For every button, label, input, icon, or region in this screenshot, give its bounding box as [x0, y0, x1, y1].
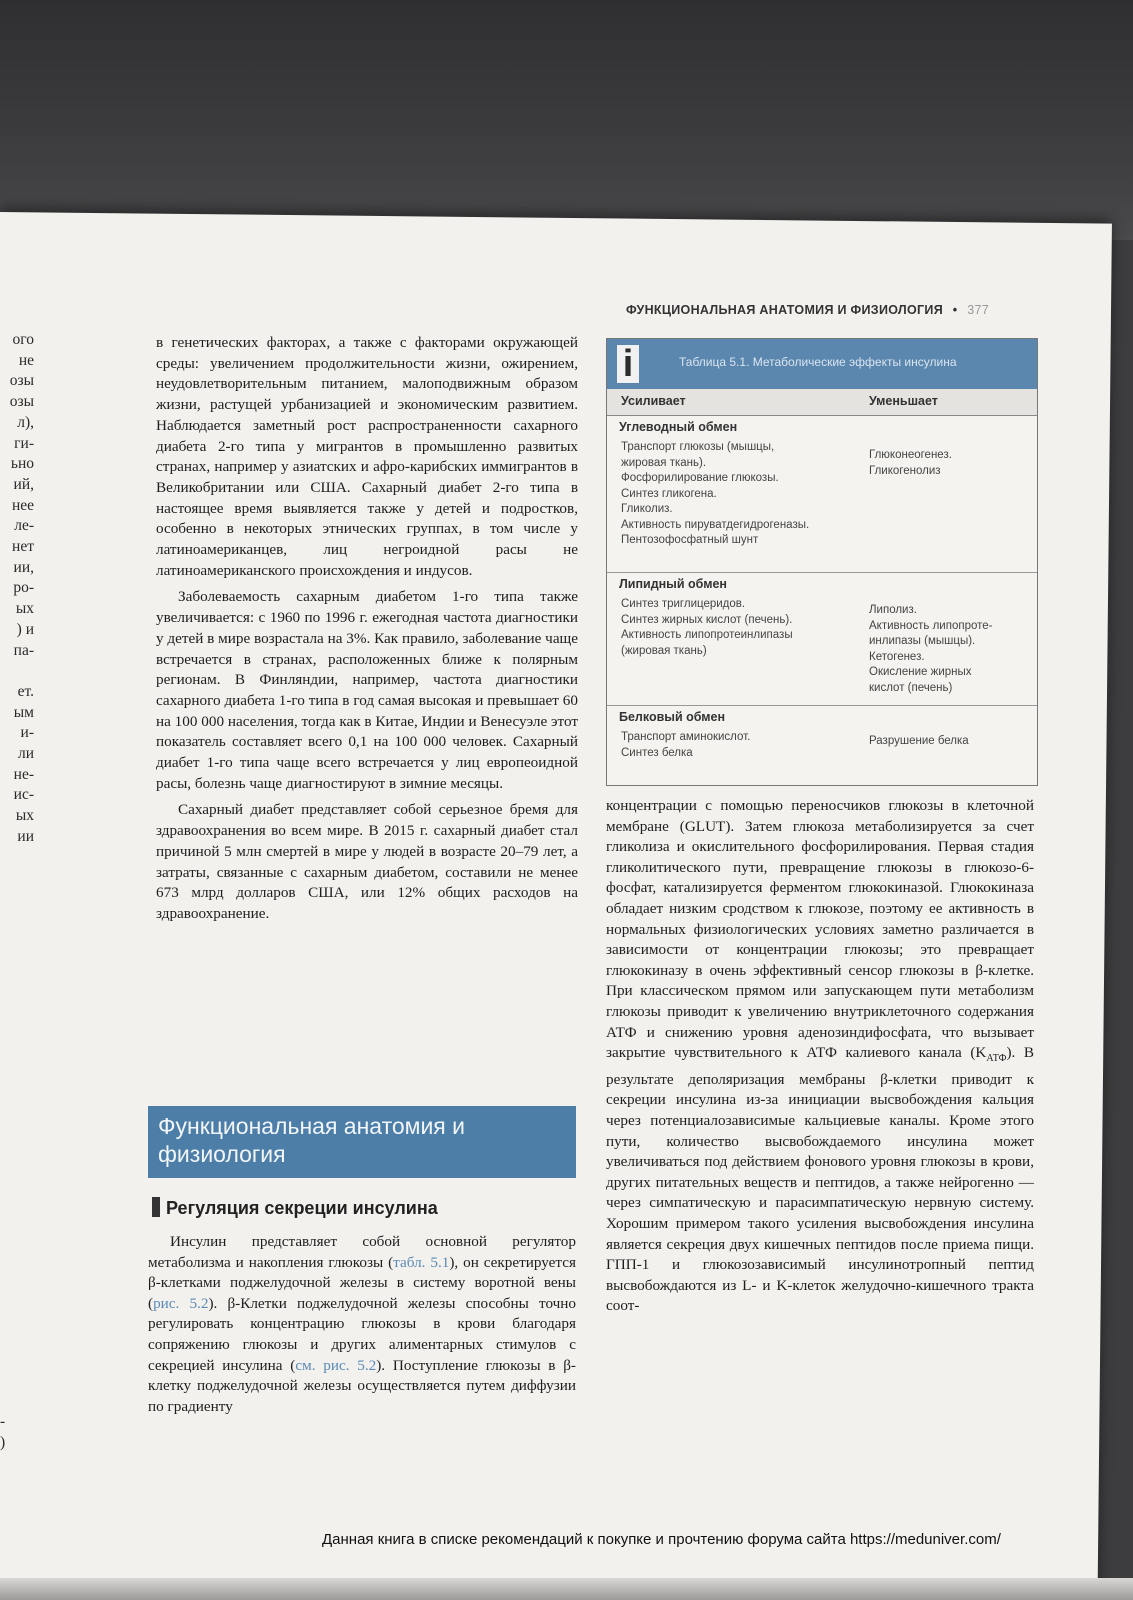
table-section-header: Белковый обмен: [619, 710, 726, 724]
edge-fragment: озы: [9, 372, 34, 390]
running-head: [626, 303, 1046, 317]
increase-cell: [621, 440, 861, 549]
subscript: АТФ: [986, 1053, 1007, 1065]
table-cell-line: Транспорт аминокислот.: [621, 731, 751, 743]
scan-background: [0, 0, 1133, 240]
table-cell-line: Активность липопроте-: [869, 619, 993, 632]
table-body: [607, 416, 1037, 772]
decrease-cell: [869, 448, 1029, 479]
edge-fragment: не: [18, 351, 34, 369]
scan-bottom-edge: [0, 1578, 1133, 1600]
table-cell-line: Кетогенез.: [869, 650, 925, 663]
left-page-edge-text-bottom: [0, 1412, 18, 1453]
running-head-separator: •: [952, 303, 958, 317]
text-run: ). β-Клетки поджелудочной железы способны точно регулировать концентрацию глюкозы в крови благодаря сопряжению глюкозы и других алиментарных стимулов с секрецией инсулина (: [148, 1294, 576, 1374]
text-run: ), он секретируется β-клетками поджелудочной железы в систему воротной вены (: [148, 1253, 576, 1312]
edge-fragment: ьно: [10, 455, 34, 473]
table-cell-line: Гликогенолиз: [869, 464, 941, 477]
table-cell-line: Глюконеогенез.: [869, 449, 952, 461]
column-header-decrease: Уменьшает: [869, 394, 938, 408]
decrease-cell: [869, 603, 1029, 696]
right-column-text: [606, 796, 1034, 1317]
edge-fragment: ро-: [13, 579, 34, 597]
subsection-heading: [152, 1197, 578, 1219]
subsection-title: Регуляция секреции инсулина: [166, 1198, 438, 1218]
heading-bar-marker: [152, 1197, 160, 1217]
text-run: ). В результате деполяризация мембраны β-клетки приводит к секреции инсулина из-за инициации высвобождения кальция через потенциалозависимые кальциевые каналы. Кроме этого пути, количество высвобождаемого инсулина может увеличиваться под действием фонового уровня глюкозы в крови, других питательных веществ и пептидов, а также нейрогенно — через симпатическую и парасимпатическую нервную систему. Хорошим примером такого усиления высвобождения инсулина является секреция двух кишечных пептидов после приема пищи. ГПП-1 и глюкозозависимый инсулинотропный пептид высвобождаются из L- и K-клеток желудочно-кишечного тракта соот-: [606, 1044, 1035, 1315]
paragraph: Заболеваемость сахарным диабетом 1-го типа также увеличивается: с 1960 по 1996 г. ежегодная частота диагностики у детей в мире возрастала на 3%. Как правило, заболевание чаще встречается в странах, расположенных ближе к полярным регионам. В Финляндии, например, частота диагностики сахарного диабета 1-го типа в год самая высокая и превышает 60 на 100 000 населения, тогда как в Китае, Индии и Венесуэле этот показатель составляет всего 0,1 на 100 000 человек. Сахарный диабет 1-го типа чаще всего встречается у лиц европеоидной расы, болезнь чаще диагностируют в зимние месяцы.: [156, 588, 578, 792]
increase-cell: [621, 730, 861, 761]
table-cell-line: Фосфорилирование глюкозы.: [621, 472, 779, 484]
paragraph: в генетических факторах, а также с факторами окружающей среды: увеличением продолжительности жизни, ожирением, неудовлетворительным питанием, малоподвижным образом жизни, растущей урбанизацией и экономическим развитием. Наблюдается заметный рост распространенности сахарного диабета 2-го типа у мигрантов в промышленно развитых странах, например у азиатских и афро-карибских иммигрантов в Великобритании или США. Сахарный диабет 2-го типа в настоящее время выявляется также у детей и подростков, особенно в некоторых этнических группах, в том числе у латиноамериканцев, лиц негроидной расы не латиноамериканского происхождения и индусов.: [156, 334, 578, 579]
edge-fragment: ги-: [14, 434, 34, 452]
table-section: [607, 573, 1037, 706]
table-cell-line: Пентозофосфатный шунт: [621, 534, 759, 546]
table-cell-line: (жировая ткань): [621, 644, 707, 657]
edge-fragment: ле-: [14, 517, 34, 535]
table-section: [607, 416, 1037, 573]
increase-cell: [621, 597, 861, 659]
paragraph: [148, 1232, 576, 1417]
table-cell-line: Синтез жирных кислот (печень).: [621, 613, 793, 626]
table-cell-line: Липолиз.: [869, 604, 917, 616]
table-cell-line: кислот (печень): [869, 681, 953, 694]
page-number: 377: [967, 303, 989, 317]
edge-fragment: ых: [15, 807, 34, 825]
table-column-headers: [607, 389, 1037, 416]
left-column-text: [156, 333, 578, 925]
table-cell-line: Синтез белка: [621, 746, 693, 759]
paragraph: [606, 796, 1034, 1317]
edge-fragment: нет: [12, 538, 34, 556]
edge-fragment: ис-: [13, 786, 34, 804]
running-head-title: ФУНКЦИОНАЛЬНАЯ АНАТОМИЯ И ФИЗИОЛОГИЯ: [626, 303, 943, 317]
edge-fragment: -: [0, 1413, 6, 1430]
text-run: ). Поступление глюкозы в β-клетку поджелудочной железы осуществляется путем диффузии по градиенту: [148, 1356, 576, 1415]
left-page-edge-text: [0, 330, 34, 845]
figure-ref-link[interactable]: см. рис. 5.2: [295, 1356, 377, 1374]
edge-fragment: ии: [17, 827, 34, 845]
table-section: [607, 706, 1037, 772]
table-cell-line: Активность пируватдегидрогеназы.: [621, 518, 810, 531]
footer-note: Данная книга в списке рекомендаций к покупке и прочтению форума сайта https://meduniver.com/: [322, 1531, 1001, 1548]
edge-fragment: озы: [9, 393, 34, 411]
edge-fragment: па-: [13, 641, 34, 659]
table-cell-line: Синтез гликогена.: [621, 487, 717, 500]
decrease-cell: [869, 734, 1029, 750]
text-run: концентрации с помощью переносчиков глюкозы в клеточной мембране (GLUT). Затем глюкоза метаболизируется за счет гликолиза и окислительного фосфорилирования. Первая стадия гликолитического пути, превращение глюкозы в глюкозо-6-фосфат, катализируется ферментом глюкокиназой. Глюкокиназа обладает низким сродством к глюкозе, поэтому ее активность в нормальных физиологических условиях заметно различается в зависимости от концентрации глюкозы; это превращает глюкокиназу в очень эффективный сенсор глюкозы в β-клетке. При классическом прямом или запускающем пути метаболизм глюкозы приводит к увеличению внутриклеточного содержания АТФ и снижению уровня аденозиндифосфата, что вызывает закрытие чувствительного к АТФ калиевого канала (K: [606, 797, 1034, 1062]
edge-fragment: ий,: [13, 475, 34, 493]
edge-fragment: ) и: [16, 620, 34, 638]
figure-ref-link[interactable]: рис. 5.2: [153, 1294, 209, 1312]
column-header-increase: Усиливает: [621, 394, 686, 408]
edge-fragment: ли: [17, 745, 34, 763]
edge-fragment: и-: [20, 724, 34, 742]
edge-fragment: л),: [17, 413, 34, 431]
table-section-header: Углеводный обмен: [619, 420, 738, 434]
table-section-header: Липидный обмен: [619, 577, 727, 591]
edge-fragment: ого: [12, 331, 34, 348]
edge-fragment: ): [0, 1433, 6, 1451]
table-cell-line: Разрушение белка: [869, 735, 969, 747]
left-column-text-2: [148, 1232, 576, 1417]
edge-fragment: [0, 661, 34, 682]
table-cell-line: Активность липопротеинлипазы: [621, 629, 793, 641]
table-header-bar: [607, 339, 1037, 389]
metabolic-effects-table: [606, 338, 1038, 786]
table-cell-line: жировая ткань).: [621, 456, 707, 469]
edge-fragment: не-: [13, 765, 34, 783]
edge-fragment: ых: [15, 600, 34, 618]
edge-fragment: ии,: [13, 558, 34, 576]
edge-fragment: нее: [11, 496, 34, 514]
table-cell-line: Синтез триглицеридов.: [621, 598, 746, 610]
edge-fragment: ет.: [17, 682, 34, 700]
info-icon: i: [617, 345, 639, 383]
table-cell-line: Транспорт глюкозы (мышцы,: [621, 441, 775, 453]
section-heading: Функциональная анатомия и физиология: [148, 1106, 576, 1178]
text-run: Инсулин представляет собой основной регулятор метаболизма и накопления глюкозы (: [148, 1233, 576, 1271]
table-title: Таблица 5.1. Метаболические эффекты инсулина: [679, 355, 957, 369]
edge-fragment: ым: [13, 703, 34, 721]
table-cell-line: Окисление жирных: [869, 666, 972, 678]
table-cell-line: Гликолиз.: [621, 503, 673, 515]
table-ref-link[interactable]: табл. 5.1: [393, 1253, 450, 1271]
paragraph: Сахарный диабет представляет собой серьезное бремя для здравоохранения во всем мире. В 2015 г. сахарный диабет стал причиной 5 млн смертей в мире у людей в возрасте 20–79 лет, а затраты, связанные с сахарным диабетом, составили не менее 673 млрд долларов США, или 12% общих расходов на здравоохранение.: [156, 801, 578, 922]
table-cell-line: инлипазы (мышцы).: [869, 635, 976, 647]
